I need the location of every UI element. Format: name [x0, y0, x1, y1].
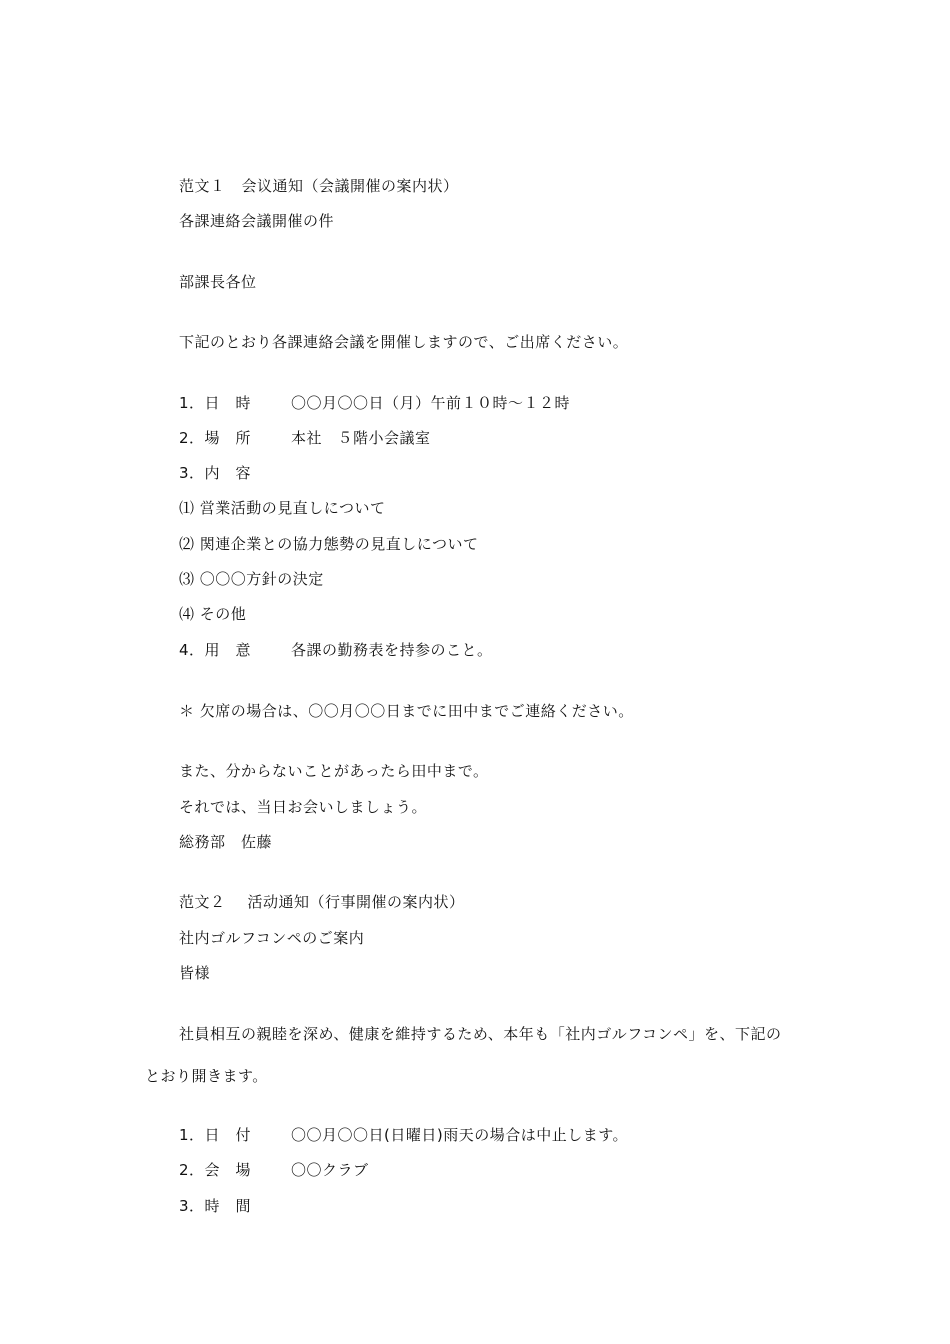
section1-subitem-1: ⑴ 営業活動の見直しについて: [179, 499, 386, 517]
item-value: 〇〇月〇〇日（月）午前１０時～１２時: [291, 394, 571, 412]
item-value: 本社 ５階小会議室: [291, 429, 431, 447]
section1-title-number: 范文１: [179, 177, 226, 195]
section1-subject: 各課連絡会議開催の件: [179, 212, 335, 230]
section1-item-4: [179, 640, 493, 660]
section1-title-text: 会议通知（会議開催の案内状）: [241, 177, 459, 195]
section1-item-2: [179, 428, 431, 448]
section1-addressee: 部課長各位: [179, 273, 257, 291]
item-value: 各課の勤務表を持参のこと。: [291, 641, 493, 659]
section2-intro-line-1: 社員相互の親睦を深め、健康を維持するため、本年も「社内ゴルフコンペ」を、下記の: [179, 1025, 782, 1043]
section2-title-number: 范文２: [179, 893, 226, 911]
item-value: 〇〇月〇〇日(日曜日)雨天の場合は中止します。: [291, 1126, 629, 1144]
section1-sender: 総務部 佐藤: [179, 833, 273, 851]
section2-item-2: [179, 1160, 369, 1180]
section1-intro: 下記のとおり各課連絡会議を開催しますので、ご出席ください。: [179, 333, 629, 351]
section1-item-3: [179, 463, 291, 483]
section2-title-text: 活动通知（行事開催の案内状）: [247, 893, 465, 911]
section2-intro-line-2: とおり開きます。: [145, 1067, 268, 1085]
section1-subitem-2: ⑵ 関連企業との協力態勢の見直しについて: [179, 535, 479, 553]
section1-closing-2: それでは、当日お会いしましょう。: [179, 798, 428, 816]
section2-addressee: 皆様: [179, 964, 211, 982]
item-label: 3．内 容: [179, 464, 252, 482]
section2-item-1: [179, 1125, 628, 1145]
item-label: 1．日 付: [179, 1126, 252, 1144]
item-label: 2．場 所: [179, 429, 252, 447]
section2-item-3: [179, 1196, 291, 1216]
section1-subitem-4: ⑷ その他: [179, 605, 247, 623]
item-label: 4．用 意: [179, 641, 252, 659]
section1-subitem-3: ⑶ 〇〇〇方針の決定: [179, 570, 324, 588]
item-label: 3．時 間: [179, 1197, 252, 1215]
section1-title: [179, 176, 459, 196]
section2-subject: 社内ゴルフコンペのご案内: [179, 929, 365, 947]
item-label: 2．会 場: [179, 1161, 252, 1179]
item-label: 1．日 時: [179, 394, 252, 412]
section1-item-1: [179, 393, 570, 413]
section2-title: [179, 892, 465, 912]
section1-note: ＊ 欠席の場合は、〇〇月〇〇日までに田中までご連絡ください。: [179, 702, 634, 720]
section1-closing-1: また、分からないことがあったら田中まで。: [179, 762, 489, 780]
item-value: 〇〇クラブ: [291, 1161, 369, 1179]
